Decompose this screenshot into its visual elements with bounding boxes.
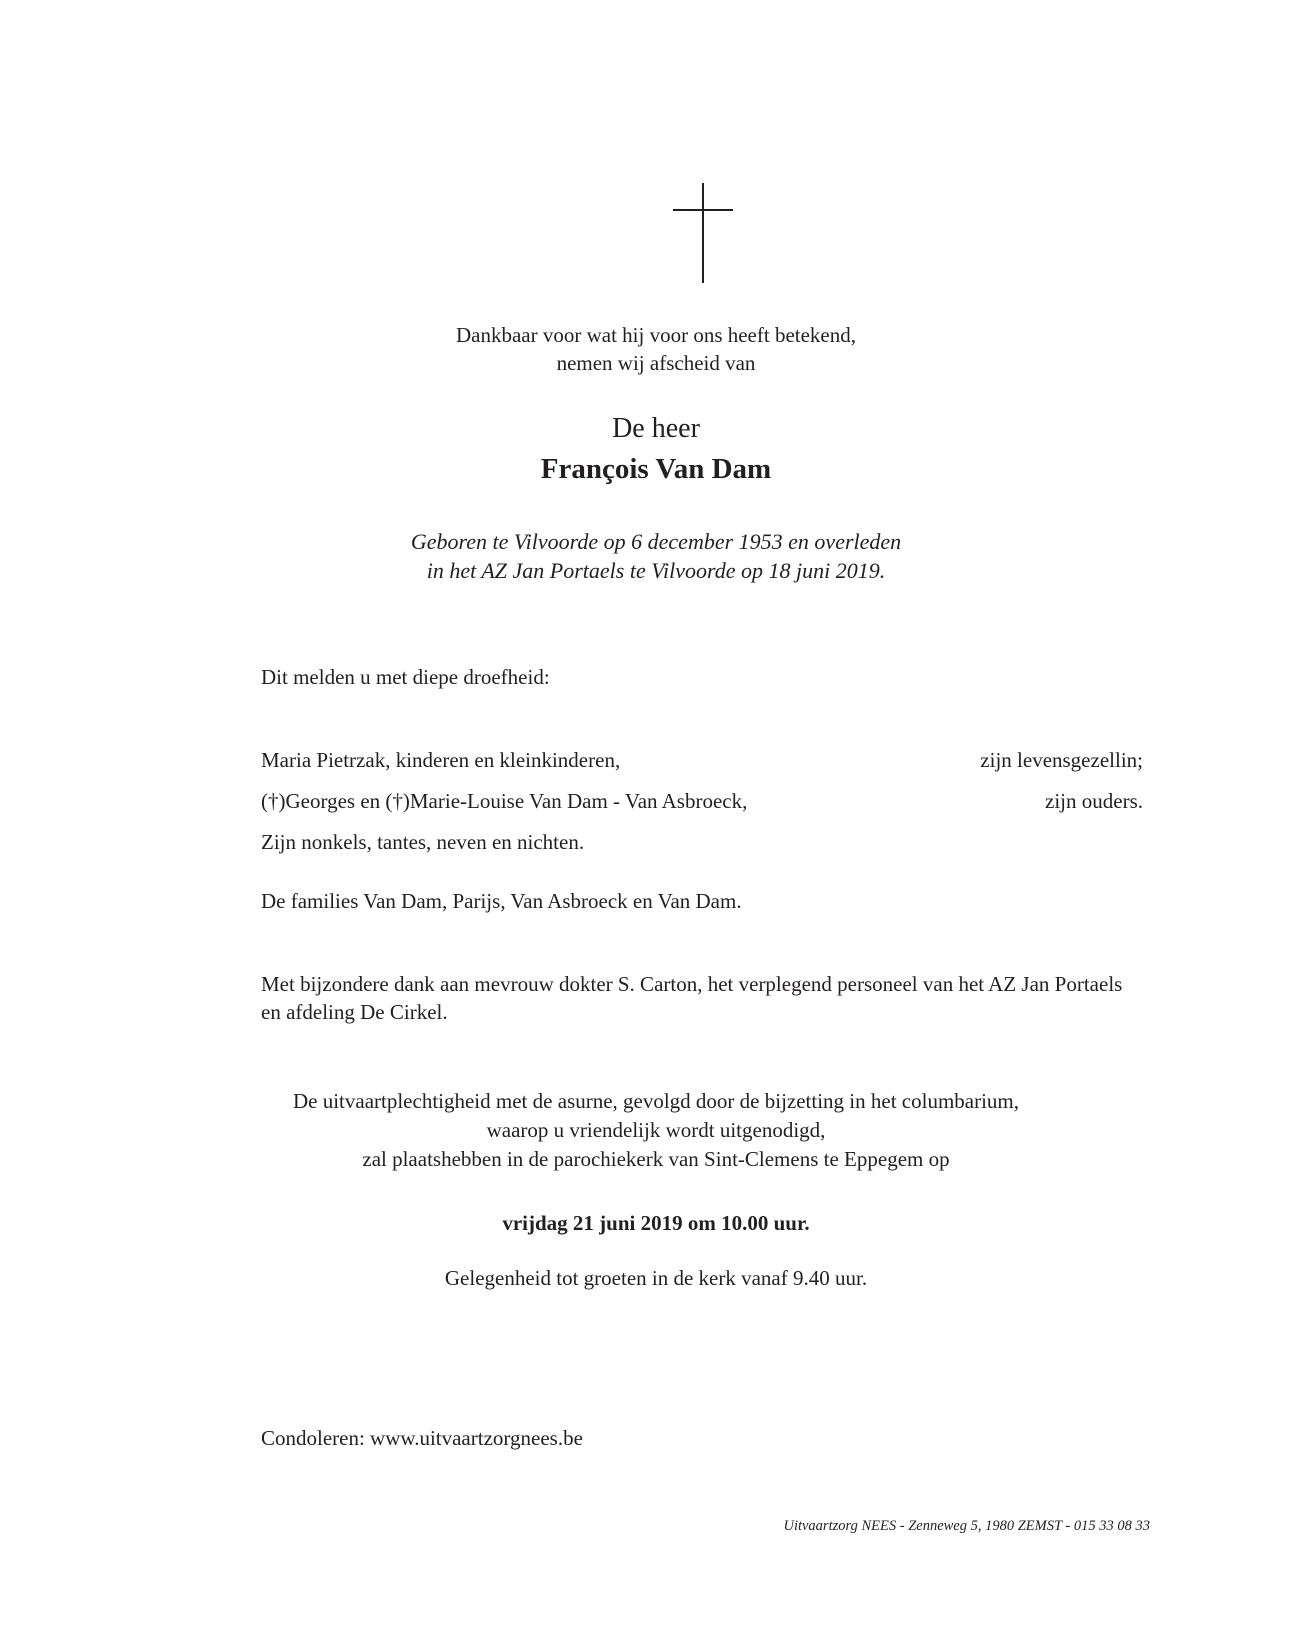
mourner-name: (†)Georges en (†)Marie-Louise Van Dam - Van Asbroeck, <box>261 789 748 813</box>
intro-line-1: Dankbaar voor wat hij voor ons heeft betekend, <box>455 323 857 347</box>
ceremony-text <box>0 1087 1312 1174</box>
mourner-relation: zijn levensgezellin; <box>980 748 1143 772</box>
cross-icon <box>673 183 733 283</box>
deceased-name: François Van Dam <box>540 453 772 485</box>
ceremony-line-2: waarop u vriendelijk wordt uitgenodigd, <box>486 1118 826 1142</box>
mourner-row <box>261 787 1143 815</box>
ceremony-date: vrijdag 21 juni 2019 om 10.00 uur. <box>502 1211 810 1235</box>
mourner-name: Zijn nonkels, tantes, neven en nichten. <box>261 830 585 854</box>
mourner-name: Maria Pietrzak, kinderen en kleinkinderen, <box>261 748 621 772</box>
born-line-2: in het AZ Jan Portaels te Vilvoorde op 18 juni 2019. <box>426 558 886 583</box>
intro-line-2: nemen wij afscheid van <box>556 351 756 375</box>
funeral-home-footer: Uitvaartzorg NEES - Zenneweg 5, 1980 ZEMST - 015 33 08 33 <box>783 1518 1150 1534</box>
mourner-row <box>261 746 1143 774</box>
deceased-prefix: De heer <box>612 413 700 444</box>
birth-death-info <box>0 527 1312 585</box>
thanks-text: Met bijzondere dank aan mevrouw dokter S. Carton, het verplegend personeel van het AZ Jan Portaels en afdeling De Cirkel. <box>261 972 1123 1024</box>
families-text: De families Van Dam, Parijs, Van Asbroeck en Van Dam. <box>261 889 742 913</box>
condolences-link[interactable]: Condoleren: www.uitvaartzorgnees.be <box>261 1426 583 1450</box>
ceremony-line-1: De uitvaartplechtigheid met de asurne, gevolgd door de bijzetting in het columbarium, <box>292 1089 1020 1113</box>
intro-text <box>0 321 1312 377</box>
mourner-relation: zijn ouders. <box>1045 789 1143 813</box>
greeting-text: Gelegenheid tot groeten in de kerk vanaf 9.40 uur. <box>444 1266 868 1290</box>
mourner-row <box>261 828 1143 856</box>
ceremony-line-3: zal plaatshebben in de parochiekerk van Sint-Clemens te Eppegem op <box>362 1147 950 1171</box>
born-line-1: Geboren te Vilvoorde op 6 december 1953 en overleden <box>410 529 902 554</box>
announcement-text: Dit melden u met diepe droefheid: <box>261 665 550 689</box>
